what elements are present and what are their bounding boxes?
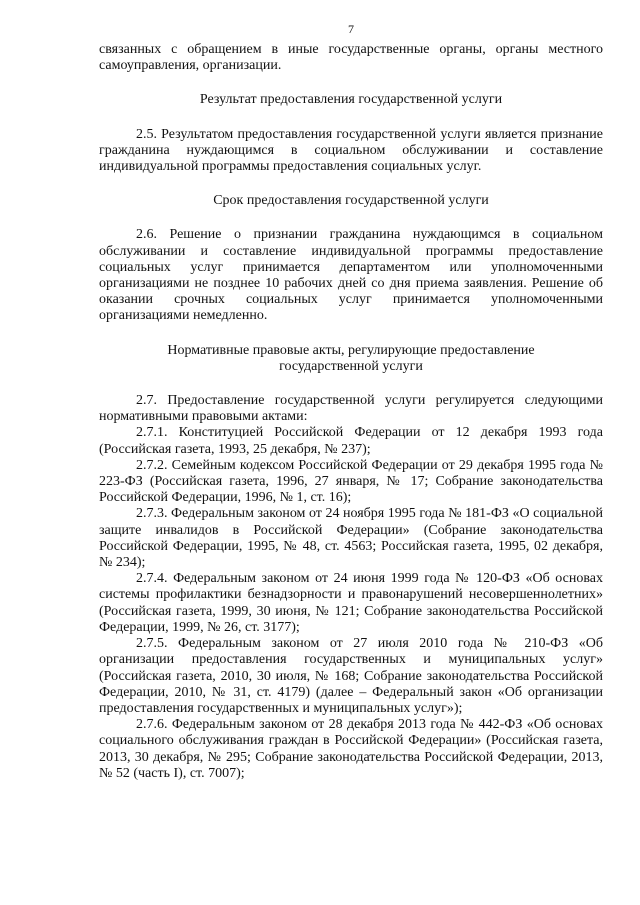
paragraph-2-7-4: 2.7.4. Федеральным законом от 24 июня 1999 года № 120-ФЗ «Об основах системы профилактики безнадзорности и правонарушений несовершеннолетних» (Российская газета, 1999, 30 июня, № 121; Собрание законодательства Российской Федерации, 1999, № 26, ст. 3177);	[99, 571, 603, 635]
paragraph-2-6: 2.6. Решение о признании гражданина нуждающимся в социальном обслуживании и составление индивидуальной программы предоставление социальных услуг принимается департаментом или уполномоченными организациями не позднее 10 рабочих дней со дня приема заявления. Решение об оказании срочных социальных услуг принимается уполномоченными организациями немедленно.	[99, 227, 603, 324]
paragraph-continuation: связанных с обращением в иные государственные органы, органы местного самоуправления, организации.	[99, 42, 603, 74]
heading-result: Результат предоставления государственной услуги	[199, 92, 503, 108]
paragraph-2-7: 2.7. Предоставление государственной услуги регулируется следующими нормативными правовыми актами:	[99, 393, 603, 425]
paragraph-2-7-3: 2.7.3. Федеральным законом от 24 ноября 1995 года № 181-ФЗ «О социальной защите инвалидов в Российской Федерации» (Собрание законодательства Российской Федерации, 1995, № 48, ст. 4563; Российская газета, 1995, 02 декабря, № 234);	[99, 506, 603, 571]
page-number: 7	[348, 22, 354, 36]
heading-term: Срок предоставления государственной услуги	[213, 193, 489, 209]
paragraph-2-7-6: 2.7.6. Федеральным законом от 28 декабря 2013 года № 442-ФЗ «Об основах социального обслуживания граждан в Российской Федерации» (Российская газета, 2013, 30 декабря, № 295; Собрание законодательства Российской Федерации, 2013, № 52 (часть I), ст. 7007);	[99, 717, 603, 781]
paragraph-2-7-5: 2.7.5. Федеральным законом от 27 июля 2010 года № 210-ФЗ «Об организации предоставления государственных и муниципальных услуг» (Российская газета, 2010, 30 июля, № 168; Собрание законодательства Российской Федерации, 2010, № 31, ст. 4179) (далее – Федеральный закон «Об организации предоставления государственных и муниципальных услуг»);	[99, 636, 603, 716]
paragraph-2-7-2: 2.7.2. Семейным кодексом Российской Федерации от 29 декабря 1995 года № 223-ФЗ (Российская газета, 1996, 27 января, № 17; Собрание законодательства Российской Федерации, 1996, № 1, ст. 16);	[99, 457, 603, 506]
document-page	[99, 22, 603, 782]
paragraph-2-7-1: 2.7.1. Конституцией Российской Федерации от 12 декабря 1993 года (Российская газета, 1993, 25 декабря, № 237);	[99, 425, 603, 457]
paragraph-2-5: 2.5. Результатом предоставления государственной услуги является признание гражданина нуждающимся в социальном обслуживании и составление индивидуальной программы предоставления социальных услуг.	[99, 126, 603, 175]
heading-normative-acts: Нормативные правовые акты, регулирующие предоставление государственной услуги	[167, 342, 535, 374]
